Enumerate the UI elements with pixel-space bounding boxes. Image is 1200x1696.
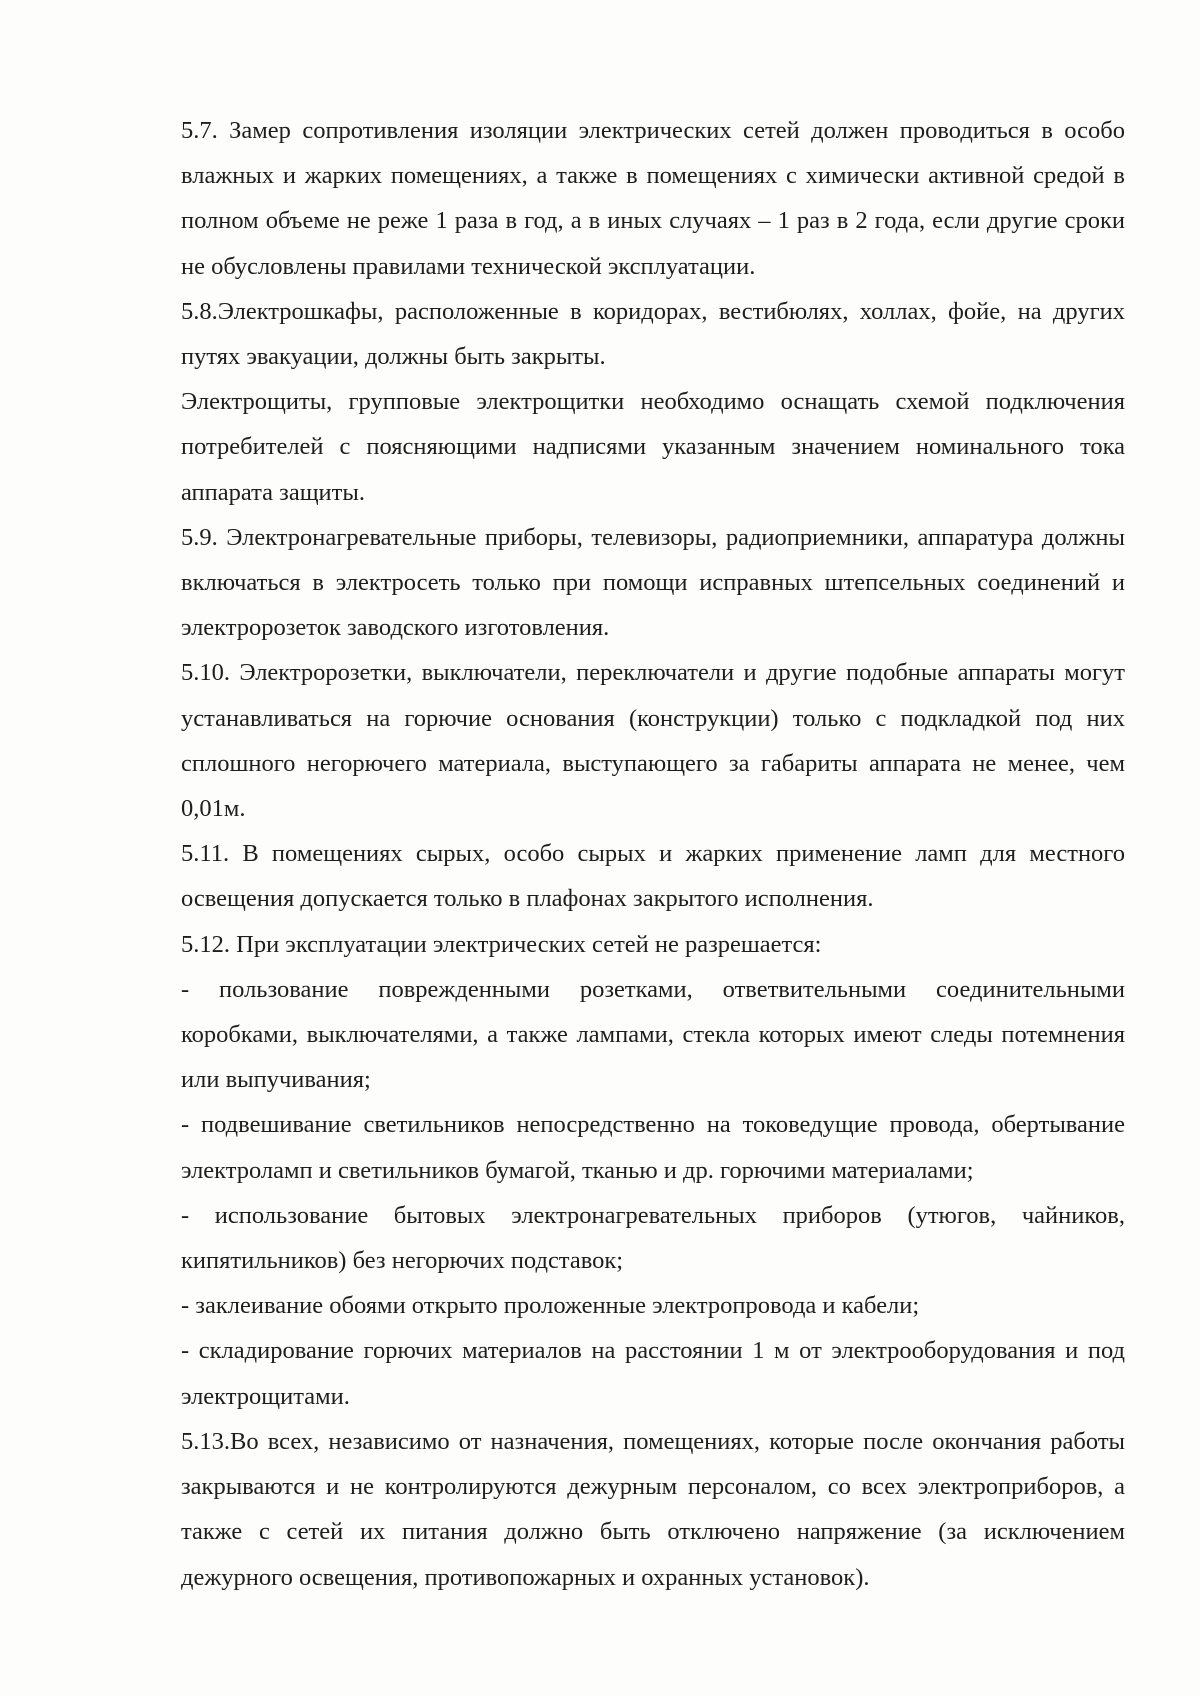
- list-item-wallpaper-wires: - заклеивание обоями открыто проложенные электропровода и кабели;: [181, 1292, 920, 1320]
- paragraph-5-13: 5.13.Во всех, независимо от назначения, помещениях, которые после окончания работы закрываются и не контролируются дежурным персоналом, со всех электроприборов, а также с сетей их питания должно быть отключено напряжение (за исключением дежурного освещения, противопожарных и охранных установок).: [181, 1427, 1125, 1591]
- list-item-hanging-lamps: - подвешивание светильников непосредственно на токоведущие провода, обертывание электроламп и светильников бумагой, тканью и др. горючими материалами;: [181, 1111, 1125, 1184]
- paragraph-5-8-shields: Электрощиты, групповые электрощитки необходимо оснащать схемой подключения потребителей с поясняющими надписями указанным значением номинального тока аппарата защиты.: [181, 388, 1125, 506]
- list-item-damaged-sockets: - пользование поврежденными розетками, ответвительными соединительными коробками, выключателями, а также лампами, стекла которых имеют следы потемнения или выпучивания;: [181, 975, 1125, 1094]
- list-item-storage-materials: - складирование горючих материалов на расстоянии 1 м от электрооборудования и под электрощитами.: [181, 1337, 1125, 1410]
- paragraph-5-10: 5.10. Электророзетки, выключатели, переключатели и другие подобные аппараты могут устанавливаться на горючие основания (конструкции) только с подкладкой под них сплошного негорючего материала, выступающего за габариты аппарата не менее, чем 0,01м.: [181, 659, 1125, 823]
- paragraph-5-8: 5.8.Электрошкафы, расположенные в коридорах, вестибюлях, холлах, фойе, на других путях эвакуации, должны быть закрыты.: [181, 297, 1125, 371]
- paragraph-5-9: 5.9. Электронагревательные приборы, телевизоры, радиоприемники, аппаратура должны включаться в электросеть только при помощи исправных штепсельных соединений и электророзеток заводского изготовления.: [181, 523, 1125, 642]
- paragraph-5-7: 5.7. Замер сопротивления изоляции электрических сетей должен проводиться в особо влажных и жарких помещениях, а также в помещениях с химически активной средой в полном объеме не реже 1 раза в год, а в иных случаях – 1 раз в 2 года, если другие сроки не обусловлены правилами технической эксплуатации.: [181, 117, 1125, 280]
- list-item-heating-devices: - использование бытовых электронагревательных приборов (утюгов, чайников, кипятильников) без негорючих подставок;: [181, 1201, 1125, 1275]
- paragraph-5-12: 5.12. При эксплуатации электрических сетей не разрешается:: [181, 930, 822, 958]
- paragraph-5-11: 5.11. В помещениях сырых, особо сырых и жарких применение ламп для местного освещения допускается только в плафонах закрытого исполнения.: [181, 840, 1125, 913]
- document-body: [181, 108, 1125, 1600]
